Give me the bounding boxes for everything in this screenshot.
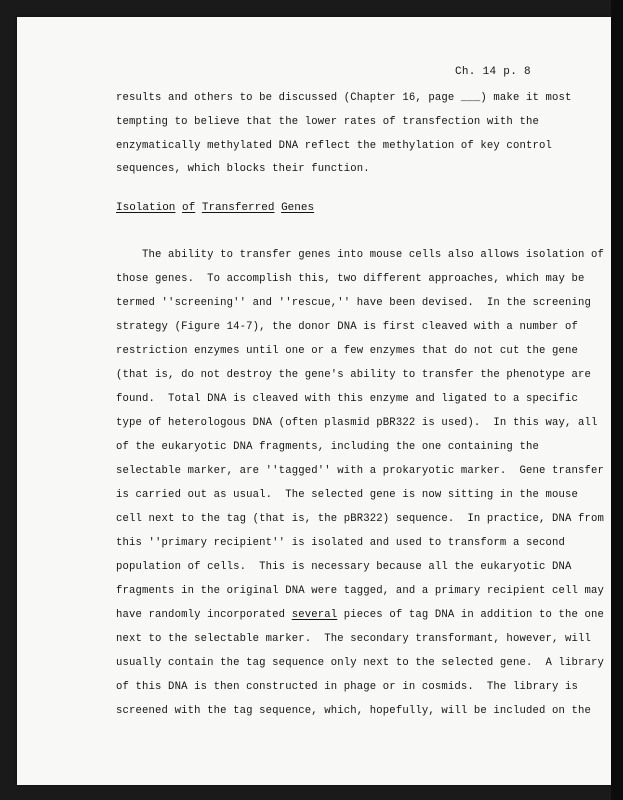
text-line: type of heterologous DNA (often plasmid pBR322 is used). In this way, all [116,417,598,429]
text-fragment: pieces of tag DNA in addition to the one [337,609,605,621]
heading-word: of [182,202,196,214]
heading-word: Isolation [116,202,176,214]
text-line: fragments in the original DNA were tagged, and a primary recipient cell may [116,585,605,597]
text-line: found. Total DNA is cleaved with this enzyme and ligated to a specific [116,393,579,405]
text-line: cell next to the tag (that is, the pBR322) sequence. In practice, DNA from [116,513,605,525]
text-line: next to the selectable marker. The secondary transformant, however, will [116,633,592,645]
text-line: this ''primary recipient'' is isolated and used to transform a second [116,537,566,549]
section-heading [116,202,314,214]
text-line: enzymatically methylated DNA reflect the methylation of key control [116,140,552,152]
heading-word: Transferred [201,202,275,214]
text-line: is carried out as usual. The selected gene is now sitting in the mouse [116,489,579,501]
text-line: strategy (Figure 14-7), the donor DNA is first cleaved with a number of [116,321,579,333]
text-line: restriction enzymes until one or a few enzymes that do not cut the gene [116,345,579,357]
text-fragment: have randomly incorporated [116,609,292,621]
text-line: screened with the tag sequence, which, hopefully, will be included on the [116,705,592,717]
emphasis-several: several [291,609,338,621]
text-line [116,609,604,621]
text-line: termed ''screening'' and ''rescue,'' have been devised. In the screening [116,297,592,309]
text-line: of the eukaryotic DNA fragments, including the one containing the [116,441,539,453]
text-line: of this DNA is then constructed in phage or in cosmids. The library is [116,681,579,693]
heading-word: Genes [281,202,315,214]
text-line: results and others to be discussed (Chapter 16, page ___) make it most [116,92,572,104]
text-line: The ability to transfer genes into mouse cells also allows isolation of [116,249,605,261]
scan-frame-edge [611,0,623,800]
text-line: (that is, do not destroy the gene's ability to transfer the phenotype are [116,369,592,381]
text-line: tempting to believe that the lower rates of transfection with the [116,116,539,128]
text-line: selectable marker, are ''tagged'' with a prokaryotic marker. Gene transfer [116,465,605,477]
document-page [17,17,611,785]
text-line: usually contain the tag sequence only next to the selected gene. A library [116,657,605,669]
text-line: those genes. To accomplish this, two different approaches, which may be [116,273,585,285]
text-line: sequences, which blocks their function. [116,163,370,175]
page-number: Ch. 14 p. 8 [455,66,531,78]
text-line: population of cells. This is necessary because all the eukaryotic DNA [116,561,572,573]
